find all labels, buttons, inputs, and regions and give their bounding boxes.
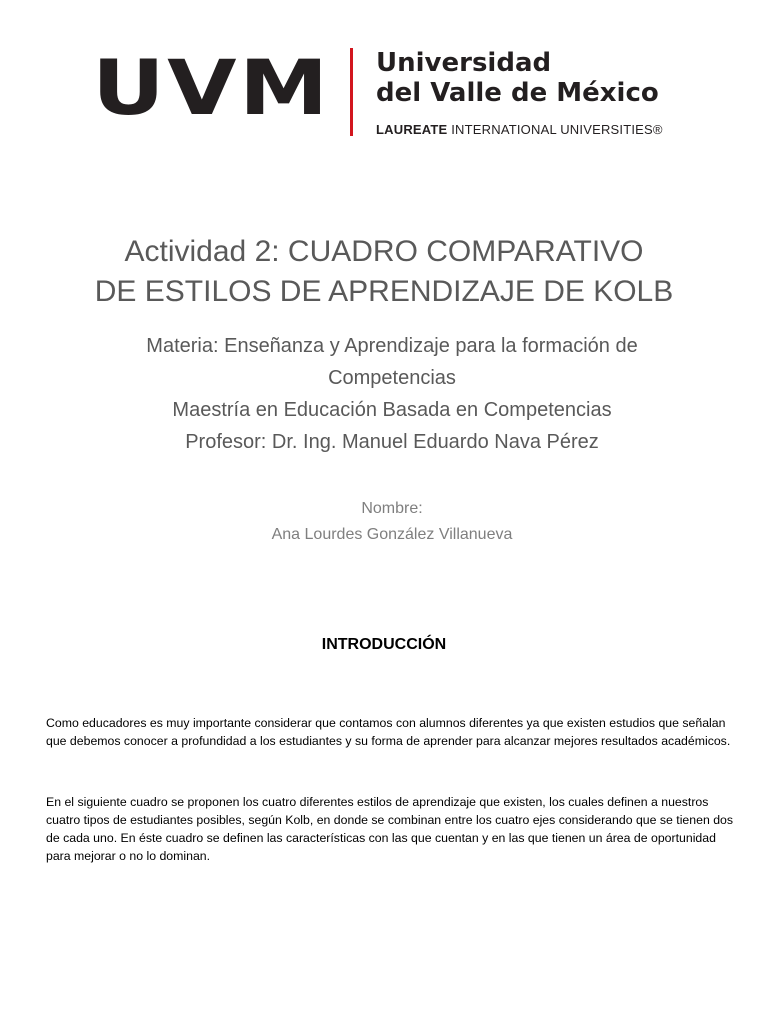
author-label: Nombre: <box>361 500 423 517</box>
maestria: Maestría en Educación Basada en Competencias <box>172 399 612 421</box>
university-name-line2: del Valle de México <box>376 78 659 108</box>
author-block <box>0 496 768 548</box>
profesor: Profesor: Dr. Ing. Manuel Eduardo Nava Pérez <box>185 431 599 453</box>
introduction-paragraph-1: Como educadores es muy importante considerar que contamos con alumnos diferentes ya que existen estudios que señalan que debemos conocer a profundidad a los estudiantes y su forma de aprender para alcanzar mejores resultados académicos. <box>46 716 731 748</box>
laureate-rest: INTERNATIONAL UNIVERSITIES® <box>447 122 663 137</box>
university-name <box>376 48 659 108</box>
course-info <box>100 330 684 458</box>
title-line1: Actividad 2: CUADRO COMPARATIVO <box>124 235 644 268</box>
document-title <box>0 232 768 312</box>
introduction-heading: INTRODUCCIÓN <box>321 636 447 653</box>
introduction-paragraph-2: En el siguiente cuadro se proponen los cuatro diferentes estilos de aprendizaje que existen, los cuales definen a nuestros cuatro tipos de estudiantes posibles, según Kolb, en donde se combinan entre los cuatro ejes considerando que se tienen dos de cada uno. En éste cuadro se definen las características con las que cuentan y en las que tienen un área de oportunidad para mejorar o no lo dominan. <box>46 795 734 863</box>
logo-divider <box>350 48 353 136</box>
laureate-bold: LAUREATE <box>376 122 448 137</box>
laureate-network <box>376 122 663 137</box>
title-line2: DE ESTILOS DE APRENDIZAJE DE KOLB <box>94 275 674 308</box>
materia: Materia: Enseñanza y Aprendizaje para la formación de Competencias <box>146 335 638 389</box>
university-name-line1: Universidad <box>376 48 552 78</box>
uvm-logo <box>92 44 692 140</box>
author-name: Ana Lourdes González Villanueva <box>271 526 513 543</box>
uvm-logo-mark: UVM <box>92 43 331 132</box>
